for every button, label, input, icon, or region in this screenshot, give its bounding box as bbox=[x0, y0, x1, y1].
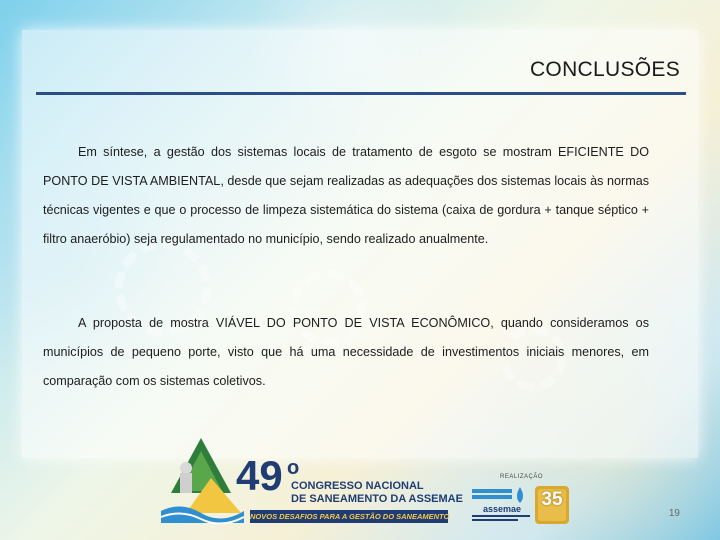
conclusion-paragraph-1: Em síntese, a gestão dos sistemas locais de tratamento de esgoto se mostram EFICIENTE DO PONTO DE VISTA AMBIENTAL, desde que sejam realizadas as adequações dos sistemas locais às normas técnicas vigentes e que o processo de limpeza sistemática do sistema (caixa de gordura + tanque séptico + filtro anaeróbio) seja regulamentado no município, sendo realizado anualmente. bbox=[43, 145, 649, 246]
anniversary-number: 35 bbox=[541, 489, 563, 510]
assemae-name: assemae bbox=[482, 504, 522, 514]
congress-name-line-2: DE SANEAMENTO DA ASSEMAE bbox=[291, 493, 463, 505]
congress-edition-number: 49 bbox=[236, 452, 283, 499]
title-underline bbox=[36, 92, 686, 95]
congress-edition-ordinal: o bbox=[287, 457, 300, 479]
congress-logo-icon bbox=[156, 433, 246, 528]
congress-name-line-1: CONGRESSO NACIONAL bbox=[291, 480, 424, 492]
page-number: 19 bbox=[668, 508, 680, 519]
congress-tagline: NOVOS DESAFIOS PARA A GESTÃO DO SANEAMENTO bbox=[250, 512, 450, 521]
conclusion-paragraph-2: A proposta de mostra VIÁVEL DO PONTO DE VISTA ECONÔMICO, quando consideramos os municípios de pequeno porte, visto que há uma necessidade de investimentos iniciais menores, em comparação com os sistemas coletivos. bbox=[43, 316, 649, 388]
realizacao-label: REALIZAÇÃO bbox=[500, 474, 544, 480]
slide-title: CONCLUSÕES bbox=[529, 58, 680, 81]
